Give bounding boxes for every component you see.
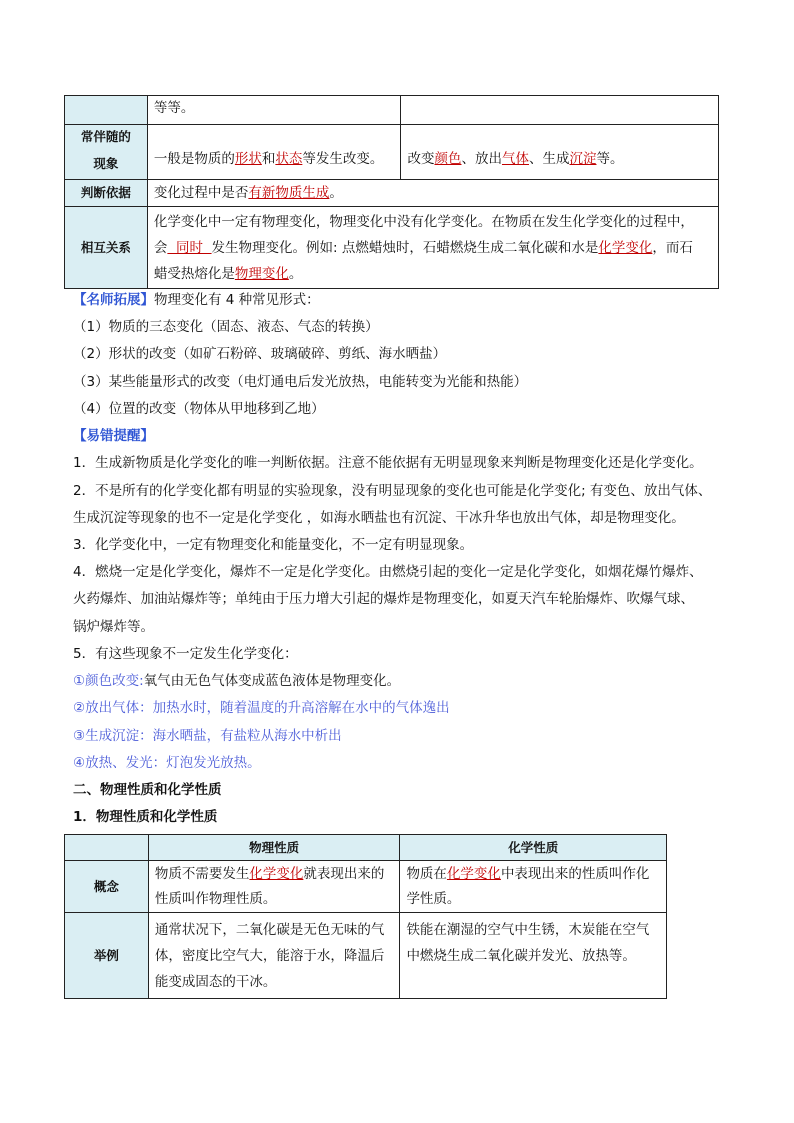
example-item: ①颜色改变:氧气由无色气体变成蓝色液体是物理变化。	[73, 673, 401, 689]
table-cell: 等等。	[147, 96, 401, 125]
table-cell: 变化过程中是否有新物质生成。	[147, 180, 718, 207]
change-comparison-table	[64, 95, 719, 289]
warning-heading: 【易错提醒】	[73, 428, 154, 444]
list-item: （4）位置的改变（物体从甲地移到乙地）	[73, 401, 325, 417]
header-cell-empty	[65, 835, 149, 861]
paragraph: 火药爆炸、加油站爆炸等；单纯由于压力增大引起的爆炸是物理变化，如夏天汽车轮胎爆炸、吹爆气球、	[73, 591, 694, 607]
paragraph: 4．燃烧一定是化学变化，爆炸不一定是化学变化。由燃烧引起的变化一定是化学变化，如烟花爆竹爆炸、	[73, 564, 703, 580]
header-chemical: 化学性质	[400, 835, 667, 861]
paragraph: 3．化学变化中，一定有物理变化和能量变化，不一定有明显现象。	[73, 537, 474, 553]
paragraph: 锅炉爆炸等。	[73, 619, 154, 635]
example-item: ②放出气体：加热水时，随着温度的升高溶解在水中的气体逸出	[73, 700, 450, 716]
property-comparison-table	[64, 834, 667, 999]
table-cell: 物质不需要发生化学变化就表现出来的 性质叫作物理性质。	[148, 861, 400, 913]
paragraph: 1．生成新物质是化学变化的唯一判断依据。注意不能依据有无明显现象来判断是物理变化还是化学变化。	[73, 455, 703, 471]
row-label-relationship: 相互关系	[65, 207, 148, 289]
paragraph: 生成沉淀等现象的也不一定是化学变化 ，如海水晒盐也有沉淀、干冰升华也放出气体，却是物理变化。	[73, 510, 685, 526]
list-item: （3）某些能量形式的改变（电灯通电后发光放热，电能转变为光能和热能）	[73, 374, 528, 390]
table-cell: 铁能在潮湿的空气中生锈，木炭能在空气 中燃烧生成二氧化碳并发光、放热等。	[400, 913, 667, 999]
example-item: ④放热、发光：灯泡发光放热。	[73, 755, 261, 771]
paragraph: 5．有这些现象不一定发生化学变化：	[73, 646, 298, 662]
row-label-example: 举例	[65, 913, 149, 999]
row-label-concept: 概念	[65, 861, 149, 913]
section-heading: 二、物理性质和化学性质	[73, 782, 222, 798]
header-physical: 物理性质	[148, 835, 400, 861]
table-cell: 通常状况下，二氧化碳是无色无味的气 体，密度比空气大，能溶于水，降温后 能变成固态的干冰。	[148, 913, 400, 999]
table-cell: 物质在化学变化中表现出来的性质叫作化 学性质。	[400, 861, 667, 913]
expand-heading: 【名师拓展】物理变化有 4 种常见形式：	[73, 292, 320, 308]
table-cell: 一般是物质的形状和状态等发生改变。	[147, 125, 401, 180]
list-item: （2）形状的改变（如矿石粉碎、玻璃破碎、剪纸、海水晒盐）	[73, 346, 447, 362]
table-cell	[401, 96, 719, 125]
table-cell: 化学变化中一定有物理变化，物理变化中没有化学变化。在物质在发生化学变化的过程中， 会 同时 发生物理变化。例如: 点燃蜡烛时，石蜡燃烧生成二氧化碳和水是化学变化，而石 蜡受热熔化是物理变化。	[147, 207, 718, 289]
example-item: ③生成沉淀：海水晒盐，有盐粒从海水中析出	[73, 728, 342, 744]
table-cell-empty-label	[65, 96, 148, 125]
row-label-phenomena: 常伴随的 现象	[65, 125, 148, 180]
row-label-criterion: 判断依据	[65, 180, 148, 207]
subsection-heading: 1．物理性质和化学性质	[73, 809, 218, 825]
list-item: （1）物质的三态变化（固态、液态、气态的转换）	[73, 319, 379, 335]
table-cell: 改变颜色、放出气体、生成沉淀等。	[401, 125, 719, 180]
paragraph: 2．不是所有的化学变化都有明显的实验现象，没有明显现象的变化也可能是化学变化; 有变色、放出气体、	[73, 483, 712, 499]
